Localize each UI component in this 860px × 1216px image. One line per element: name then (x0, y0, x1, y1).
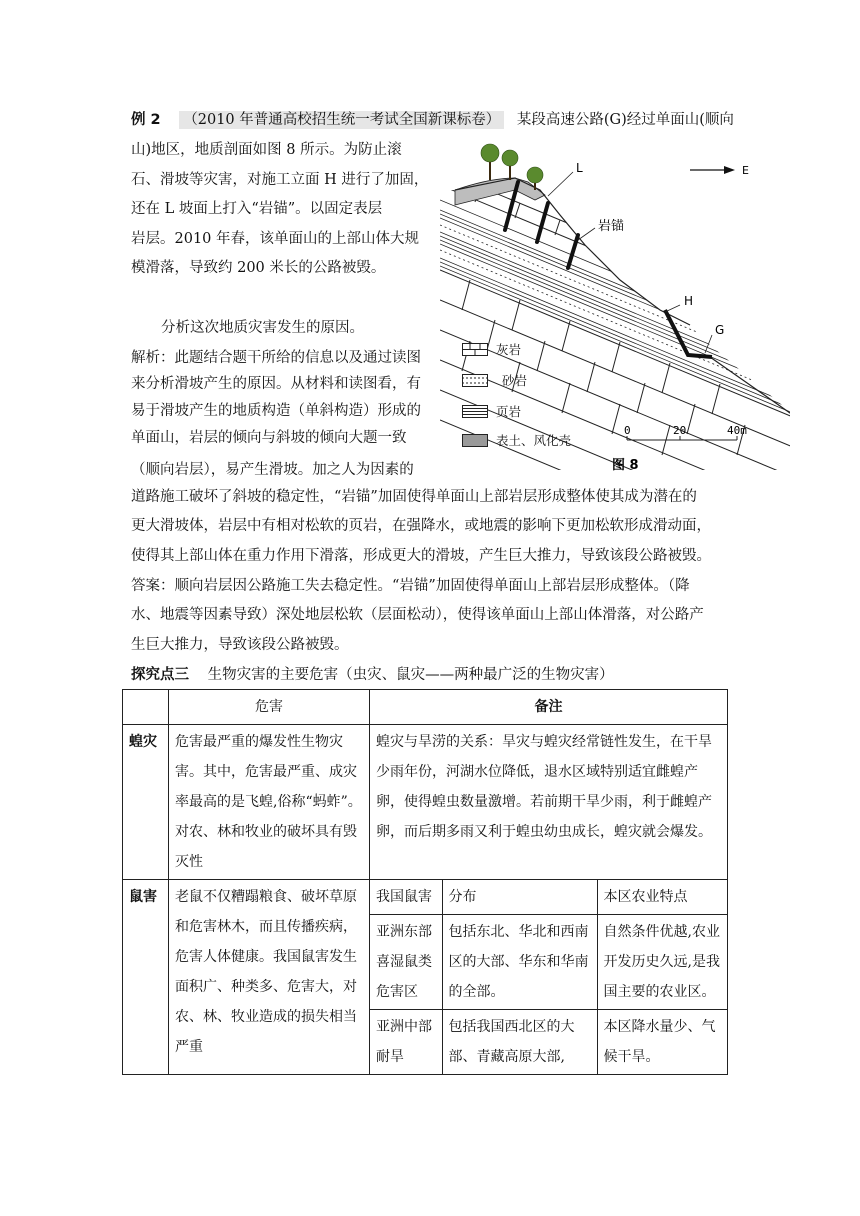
question-line: 石、滑坡等灾害，对施工立面 H 进行了加固， (131, 172, 429, 188)
label-L: L (576, 161, 583, 175)
row-label-locust: 蝗灾 (123, 725, 169, 880)
subtable-header-row (370, 880, 727, 915)
soil-swatch (462, 434, 488, 447)
rat-harm: 老鼠不仅糟蹋粮食、破坏草原和危害林木，而且传播疾病，危害人体健康。我国鼠害发生面积广、种类多、危害大，对农、林、牧业造成的损失相当严重 (169, 880, 370, 1075)
analysis-line: 易于滑坡产生的地质构造（单斜构造）形成的 (131, 403, 421, 419)
rat-type: 亚洲中部耐旱 (370, 1010, 442, 1075)
legend-shale (462, 403, 521, 419)
subtable-row (370, 915, 727, 1010)
analysis-line: 道路施工破坏了斜坡的稳定性，“岩锚”加固使得单面山上部岩层形成整体使其成为潜在的 (131, 489, 697, 505)
locust-note: 蝗灾与旱涝的关系：旱灾与蝗灾经常链性发生，在干旱少雨年份，河湖水位降低，退水区域特别适宜雌蝗产卵，使得蝗虫数量激增。若前期干旱少雨，利于雌蝗产卵，而后期多雨又利于蝗虫幼虫成长，蝗灾就会爆发。 (370, 725, 728, 880)
legend-label: 砂岩 (502, 373, 528, 388)
rat-dist: 包括东北、华北和西南区的大部、华东和华南的全部。 (442, 915, 597, 1010)
label-H: H (684, 294, 694, 308)
legend-limestone (462, 341, 521, 357)
analysis-line: 单面山，岩层的倾向与斜坡的倾向大题一致 (131, 430, 407, 446)
rat-agri: 自然条件优越,农业开发历史久远,是我国主要的农业区。 (597, 915, 727, 1010)
question-line: 岩层。2010 年春，该单面山的上部山体大规 (131, 231, 420, 247)
table-header-row (123, 690, 728, 725)
row-label-rat: 鼠害 (123, 880, 169, 1075)
sub-header-type: 我国鼠害 (370, 880, 442, 915)
example-heading-line (131, 110, 734, 130)
question-text: 某段高速公路(G)经过单面山(顺向 (516, 112, 734, 128)
question-line: 还在 L 坡面上打入“岩锚”。以固定表层 (131, 201, 383, 217)
table-row (123, 725, 728, 880)
legend-label: 页岩 (496, 404, 522, 419)
locust-harm: 危害最严重的爆发性生物灾害。其中，危害最严重、成灾率最高的是飞蝗,俗称“蚂蚱”。对农、林和牧业的破坏具有毁灭性 (169, 725, 370, 880)
rat-agri: 本区降水量少、气候干旱。 (597, 1010, 727, 1075)
legend-soil (462, 432, 571, 448)
label-G: G (715, 323, 725, 337)
table-header-note: 备注 (370, 690, 728, 725)
legend-label: 灰岩 (496, 342, 522, 357)
analysis-line: 解析：此题结合题干所给的信息以及通过读图 (131, 350, 421, 366)
analysis-line: 更大滑坡体，岩层中有相对松软的页岩，在强降水，或地震的影响下更加松软形成滑动面， (131, 518, 711, 534)
sub-header-agri: 本区农业特点 (597, 880, 727, 915)
example-source: （2010 年普通高校招生统一考试全国新课标卷） (179, 111, 504, 129)
table-row (123, 880, 728, 1075)
answer-line: 水、地震等因素导致）深处地层松软（层面松动），使得该单面山上部山体滑落，对公路产 (131, 607, 704, 623)
example-label: 例 2 (131, 112, 161, 128)
rat-subtable (370, 880, 727, 1074)
task-text: 分析这次地质灾害发生的原因。 (161, 320, 364, 336)
legend-sandstone (462, 372, 527, 388)
analysis-line: 来分析滑坡产生的原因。从材料和读图看，有 (131, 376, 421, 392)
limestone-swatch (462, 343, 488, 356)
section-heading (131, 665, 614, 685)
label-E: E (742, 164, 749, 177)
answer-line: 生巨大推力，导致该段公路被毁。 (131, 637, 349, 653)
bio-disaster-table (122, 689, 728, 1075)
sub-header-dist: 分布 (442, 880, 597, 915)
question-line: 模滑落，导致约 200 米长的公路被毁。 (131, 260, 386, 276)
answer-line: 答案：顺向岩层因公路施工失去稳定性。“岩锚”加固使得单面山上部岩层形成整体。（降 (131, 578, 690, 594)
section-title: 生物灾害的主要危害（虫灾、鼠灾——两种最广泛的生物灾害） (207, 667, 614, 683)
label-anchor: 岩锚 (598, 219, 625, 234)
sandstone-swatch (462, 374, 488, 387)
figure-caption: 图 8 (612, 458, 639, 473)
shale-swatch (462, 405, 488, 418)
legend-label: 表土、风化壳 (496, 433, 572, 448)
analysis-line: （顺向岩层），易产生滑坡。加之人为因素的 (131, 462, 414, 478)
rat-dist: 包括我国西北区的大部、青藏高原大部, (442, 1010, 597, 1075)
table-header-empty (123, 690, 169, 725)
scale-20: 20 (673, 424, 687, 437)
table-header-harm: 危害 (169, 690, 370, 725)
scale-0: 0 (624, 424, 631, 437)
analysis-line: 使得其上部山体在重力作用下滑落，形成更大的滑坡，产生巨大推力，导致该段公路被毁。 (131, 548, 711, 564)
rat-type: 亚洲东部喜湿鼠类危害区 (370, 915, 442, 1010)
question-line: 山)地区，地质剖面如图 8 所示。为防止滚 (131, 142, 402, 158)
subtable-row (370, 1010, 727, 1075)
geologic-cross-section (440, 138, 790, 478)
section-label: 探究点三 (131, 667, 189, 683)
rat-subtable-cell (370, 880, 728, 1075)
scale-40m: 40m (727, 424, 747, 437)
